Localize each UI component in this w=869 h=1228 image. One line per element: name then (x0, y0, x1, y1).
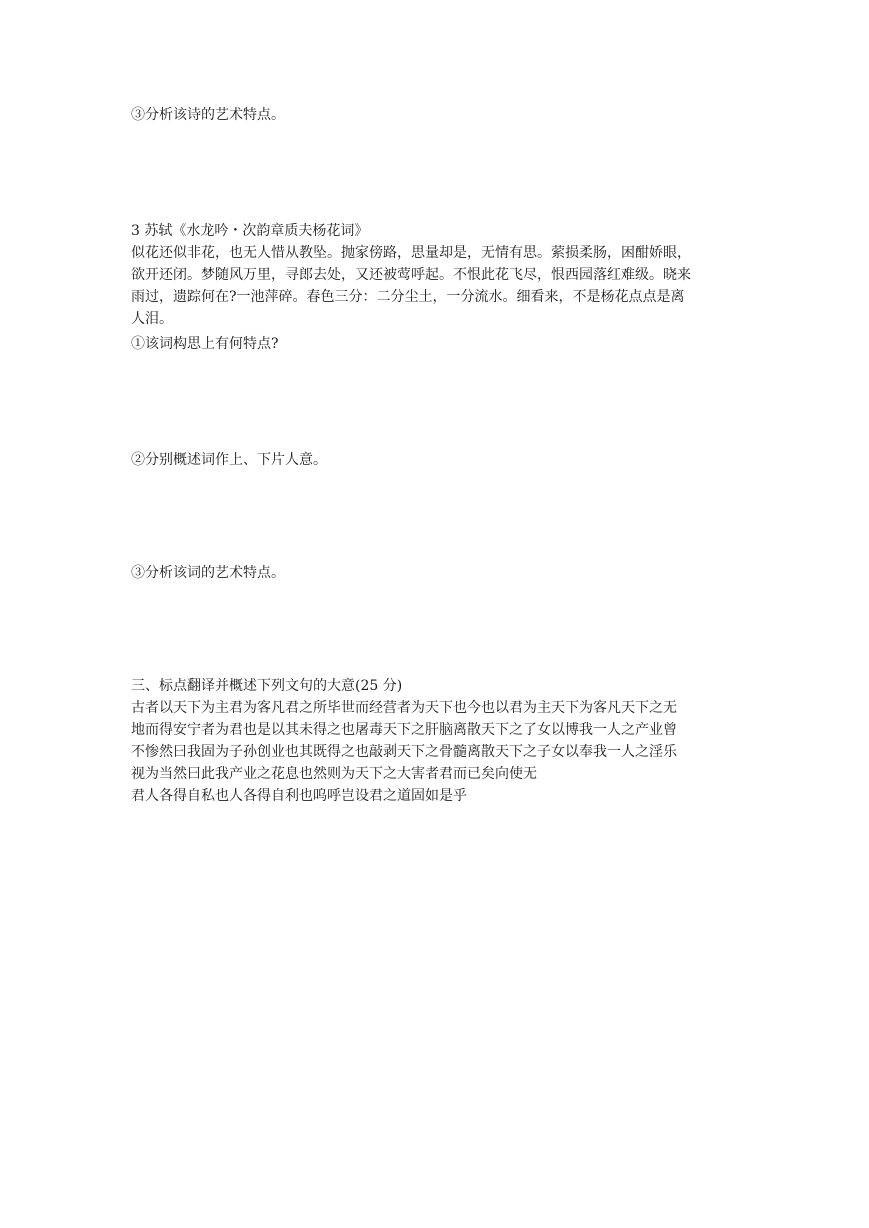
poem-line: 雨过，遗踪何在?一池萍碎。春色三分：二分尘土，一分流水。细看来，不是杨花点点是离 (131, 289, 685, 305)
text-line: 古者以天下为主君为客凡君之所毕世而经营者为天下也今也以君为主天下为客凡天下之无 (131, 700, 677, 716)
poem-line: 人泪。 (131, 311, 173, 327)
text-line: 君人各得自私也人各得自利也呜呼岂设君之道固如是乎 (131, 788, 467, 804)
item-3-question-3: ③分析该词的艺术特点。 (131, 565, 285, 581)
item-3-question-2: ②分别概述词作上、下片人意。 (131, 452, 327, 468)
poem-line: 欲开还闭。梦随风万里，寻郎去处，又还被莺呼起。不恨此花飞尽，恨西园落红难级。晓来 (131, 267, 691, 283)
item-3-poem-text (131, 242, 741, 330)
text-line: 地而得安宁者为君也是以其未得之也屠毒天下之肝脑离散天下之了女以博我一人之产业曾 (131, 722, 677, 738)
section-3-text (131, 697, 741, 807)
poem-line: 似花还似非花，也无人惜从教坠。抛家傍路，思量却是，无情有思。萦损柔肠，困酣娇眼， (131, 245, 691, 261)
poem-question-3: ③分析该诗的艺术特点。 (131, 107, 285, 123)
item-3-title: 3 苏轼《水龙吟・次韵章质夫杨花词》 (131, 223, 369, 239)
text-line: 视为当然曰此我产业之花息也然则为天下之大害者君而已矣向使无 (131, 766, 537, 782)
item-3-question-1: ①该词构思上有何特点? (131, 336, 279, 352)
section-3-heading: 三、标点翻译并概述下列文句的大意(25 分) (131, 678, 403, 694)
text-line: 不惨然曰我固为子孙创业也其既得之也敲剥天下之骨髓离散天下之子女以奉我一人之淫乐 (131, 744, 677, 760)
